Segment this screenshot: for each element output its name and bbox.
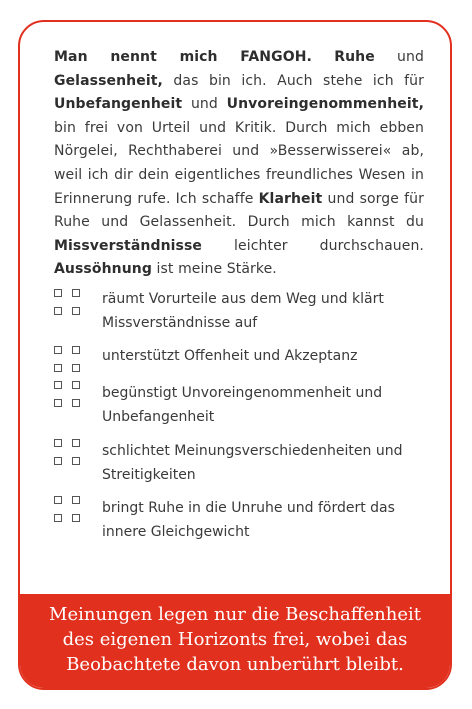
checkbox-grid-icon [54, 439, 82, 469]
affirmation-card [18, 20, 452, 690]
keyword-unvoreingenommenheit: Unvoreingenommenheit, [226, 96, 424, 113]
intro-text: und sorge für Ruhe und Gelassenheit. Durch mich kannst du [54, 190, 424, 231]
keyword-klarheit: Klarheit [258, 190, 323, 207]
intro-text: und [190, 96, 218, 113]
list-item-text: räumt Vorurteile aus dem Weg und klärt Missverständnisse auf [102, 291, 384, 331]
checkbox-grid-icon [54, 289, 82, 319]
intro-text: bin frei von Urteil und Kritik. Durch mich ebben Nörgelei, Rechthaberei und »Besserwisserei« ab, weil ich dir dein eigentliches freundliches Wesen in Erinnerung rufe. Ich schaffe [54, 119, 424, 207]
intro-name: Man nennt mich FANGOH. [54, 49, 312, 65]
checkbox-grid-icon [54, 346, 82, 376]
intro-text: ist meine Stärke. [156, 261, 277, 278]
quote-line: des eigenen Horizonts frei, wobei das [62, 629, 408, 650]
intro-text: leichter durchschauen. [234, 237, 424, 254]
quote-line: Beobachtete davon unberührt bleibt. [66, 654, 404, 675]
keyword-ruhe: Ruhe [334, 49, 375, 65]
keyword-aussoehnung: Aussöhnung [54, 261, 152, 278]
quote-line: Meinungen legen nur die Beschaffenheit [49, 604, 421, 625]
intro-paragraph [54, 46, 424, 282]
keyword-gelassenheit: Gelassenheit, [54, 72, 163, 89]
intro-text: und [397, 49, 424, 65]
list-item-text: schlichtet Meinungsverschiedenheiten und Streitigkeiten [102, 443, 403, 483]
list-item-text: bringt Ruhe in die Unruhe und fördert das innere Gleichgewicht [102, 500, 395, 540]
checkbox-grid-icon [54, 381, 82, 411]
keyword-missverstaendnisse: Missverständnisse [54, 237, 203, 254]
list-item-text: begünstigt Unvoreingenommenheit und Unbefangenheit [102, 385, 383, 425]
keyword-unbefangenheit: Unbefangenheit [54, 96, 183, 113]
checkbox-grid-icon [54, 496, 82, 526]
quote-banner [20, 594, 450, 688]
intro-text: das bin ich. Auch stehe ich für [173, 72, 424, 89]
list-item-text: unterstützt Offenheit und Akzeptanz [102, 348, 358, 364]
